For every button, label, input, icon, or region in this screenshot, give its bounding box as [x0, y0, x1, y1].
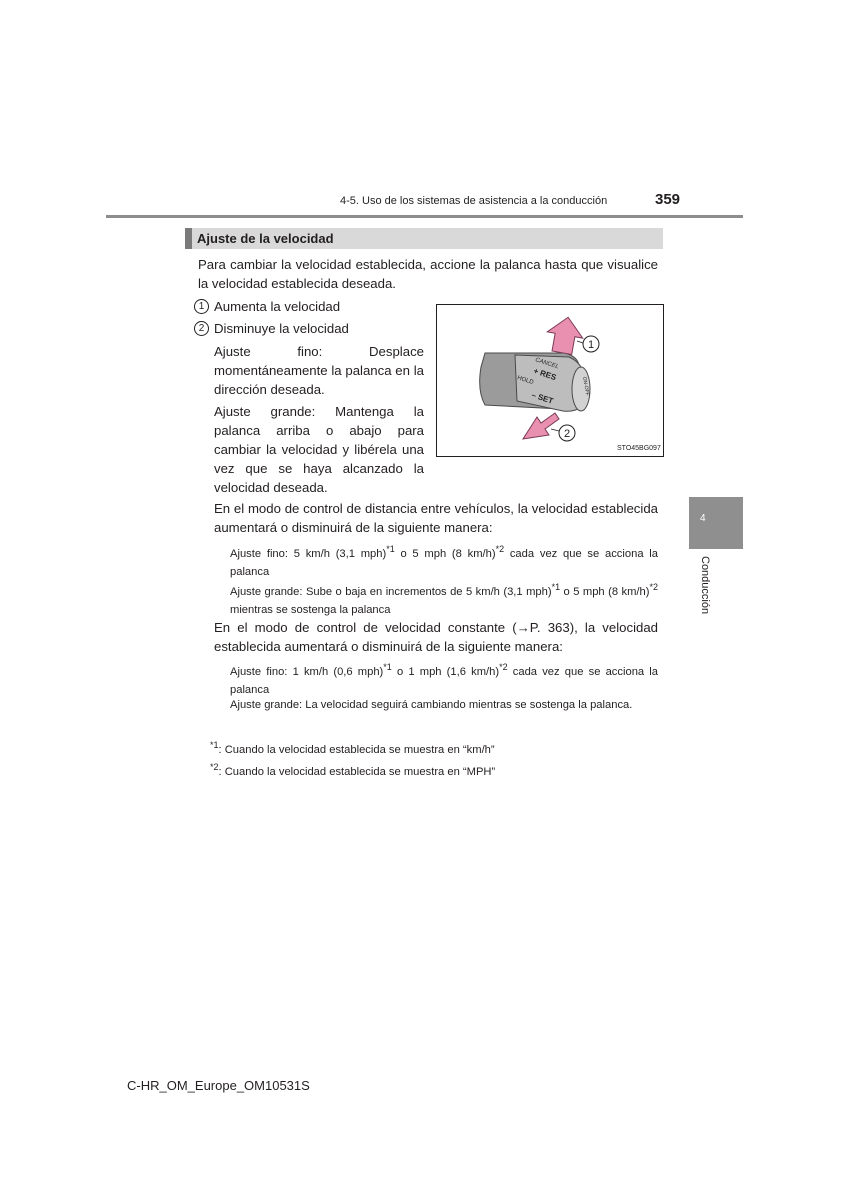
chapter-tab [689, 497, 743, 549]
intro-paragraph: Para cambiar la velocidad establecida, accione la palanca hasta que visualice la velocidad establecida deseada. [198, 257, 658, 291]
footnote-1: $^{*1}$: Cuando la velocidad establecida se muestra en “km/h” [210, 740, 495, 756]
constant-mode-intro: En el modo de control de velocidad constante (→P. 363), la velocidad establecida aumentará o disminuirá de la siguiente manera: [214, 620, 658, 654]
item-text-decrease: Disminuye la velocidad [214, 321, 349, 336]
item-number-1: 1 [194, 299, 209, 314]
item-text-increase: Aumenta la velocidad [214, 299, 341, 314]
document-code: C-HR_OM_Europe_OM10531S [127, 1078, 310, 1093]
section-title-accent [185, 228, 192, 249]
cancel-label: CANCEL [534, 357, 560, 371]
running-header: 4-5. Uso de los sistemas de asistencia a la conducción [340, 195, 608, 207]
distance-fine-adjust: Ajuste fino: 5 km/h (3,1 mph)$^{*1}$ o 5 mph (8 km/h)$^{*2}$ cada vez que se acciona la palanca [230, 544, 658, 578]
set-label: – SET [530, 390, 555, 406]
callout-line-1 [577, 341, 583, 343]
callout-2: 2 [563, 428, 571, 440]
callout-line-2 [551, 429, 559, 431]
chapter-number: 4 [700, 513, 706, 524]
hold-label: HOLD [516, 375, 535, 387]
constant-fine-adjust: Ajuste fino: 1 km/h (0,6 mph)$^{*1}$ o 1 mph (1,6 km/h)$^{*2}$ cada vez que se acciona la palanca [230, 662, 659, 696]
lever-illustration [437, 305, 663, 456]
item-number-2: 2 [194, 321, 209, 336]
section-title: Ajuste de la velocidad [197, 231, 334, 246]
arrow-up-icon [544, 314, 586, 356]
res-label: + RES [532, 366, 558, 383]
distance-coarse-adjust: Ajuste grande: Sube o baja en incrementos de 5 km/h (3,1 mph)$^{*1}$ o 5 mph (8 km/h)$^{*2}$ mientras se sostenga la palanca [230, 582, 658, 616]
onoff-label: ON-OFF [581, 376, 591, 397]
lever-figure [436, 304, 664, 457]
coarse-adjust-text: Ajuste grande: Mantenga la palanca arriba o abajo para cambiar la velocidad y libérela una vez que se haya alcanzado la velocidad deseada. [214, 404, 424, 495]
constant-coarse-adjust: Ajuste grande: La velocidad seguirá cambiando mientras se sostenga la palanca. [230, 699, 633, 711]
page-number: 359 [655, 191, 681, 208]
callout-1: 1 [587, 339, 595, 351]
figure-code: STO45BG097 [617, 445, 661, 452]
fine-adjust-text: Ajuste fino: Desplace momentáneamente la palanca en la dirección deseada. [214, 344, 424, 397]
distance-mode-intro: En el modo de control de distancia entre vehículos, la velocidad establecida aumentará o disminuirá de la siguiente manera: [214, 501, 658, 535]
arrow-down-icon [523, 413, 559, 439]
footnote-2: $^{*2}$: Cuando la velocidad establecida se muestra en “MPH” [210, 762, 496, 778]
header-rule [106, 215, 743, 218]
chapter-label: Conducción [699, 556, 711, 615]
